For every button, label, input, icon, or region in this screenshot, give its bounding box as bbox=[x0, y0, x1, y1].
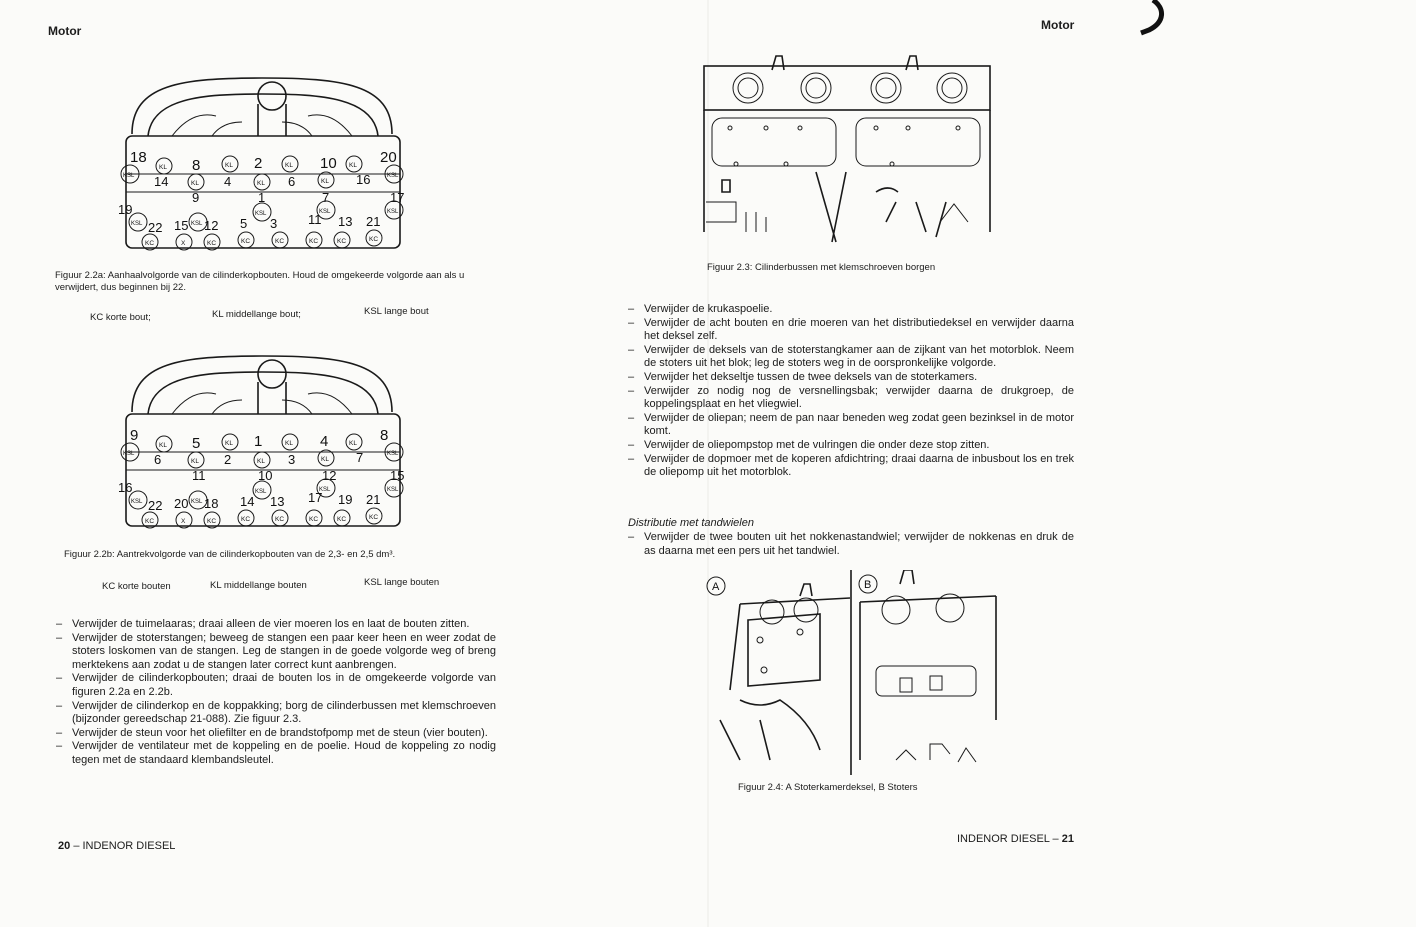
bolt-type-label: KL bbox=[225, 162, 233, 169]
bolt-type-label: KC bbox=[309, 516, 319, 523]
bolt-type-label: KL bbox=[321, 456, 329, 463]
page-header-left: Motor bbox=[48, 24, 82, 38]
cylinder-head-diagram-2a bbox=[112, 74, 412, 258]
bolt-type-label: KSL bbox=[191, 499, 203, 505]
instruction-item: – Verwijder de acht bouten en drie moeren van het distributiedeksel en verwijder daarna het deksel zelf. bbox=[628, 317, 1074, 344]
bolt-type-label: KL bbox=[225, 440, 233, 447]
section-instruction-list bbox=[628, 531, 1074, 558]
bolt-type-label: KC bbox=[337, 238, 347, 245]
instruction-item: – Verwijder de cilinderkopbouten; draai de bouten los in de omgekeerde volgorde van figuren 2.2a en 2.2b. bbox=[56, 672, 496, 699]
bolt-sequence-number: 6 bbox=[154, 452, 162, 467]
bolt-type-label: KL bbox=[257, 458, 265, 465]
bolt-sequence-number: 12 bbox=[322, 468, 337, 483]
figure-2-2b-caption: Figuur 2.2b: Aantrekvolgorde van de cilinderkopbouten van de 2,3- en 2,5 dm³. bbox=[64, 549, 396, 560]
manifold-flange bbox=[258, 360, 286, 388]
bolt-type-label: KSL bbox=[123, 451, 135, 457]
footer-left bbox=[58, 840, 175, 852]
engine-figure-2-4 bbox=[700, 570, 1000, 775]
bolt-sequence-number: 13 bbox=[270, 494, 285, 509]
instruction-item: – Verwijder zo nodig nog de versnellingsbak; verwijder daarna de drukgroep, de koppelingsplaat en het vliegwiel. bbox=[628, 385, 1074, 412]
bolt-type-label: KL bbox=[159, 164, 167, 171]
bolt-sequence-number: 14 bbox=[154, 174, 169, 189]
legend-kl-b: KL middellange bouten bbox=[210, 580, 307, 591]
bolt-sequence-number: 9 bbox=[130, 427, 139, 444]
bolt-sequence-number: 7 bbox=[322, 190, 330, 205]
bolt-type-label: KSL bbox=[319, 209, 331, 215]
engine-block-figure-2-3 bbox=[696, 52, 998, 246]
legend-kl: KL middellange bout; bbox=[212, 309, 301, 320]
bolt-sequence-number: 22 bbox=[148, 220, 163, 235]
manifold-inner bbox=[148, 372, 378, 414]
page-number-right: 21 bbox=[1061, 833, 1074, 845]
bolt-type-label: KL bbox=[285, 440, 293, 447]
bolt-type-label: KSL bbox=[131, 499, 143, 505]
label-b: B bbox=[864, 579, 872, 591]
bolt-sequence-number: 1 bbox=[254, 433, 263, 450]
bolt-sequence-number: 18 bbox=[204, 496, 219, 511]
bolt-type-label: KSL bbox=[387, 173, 399, 179]
figure-2-2a-caption: Figuur 2.2a: Aanhaalvolgorde van de cilinderkopbouten. Houd de omgekeerde volgorde aan als u verwijdert, dus beginnen bij 22. bbox=[55, 270, 465, 293]
bolt-type-label: KL bbox=[191, 180, 199, 187]
instruction-item: – Verwijder de oliepan; neem de pan naar beneden weg zodat geen bezinksel in de motor komt. bbox=[628, 412, 1074, 439]
bolt-type-label: KC bbox=[275, 516, 285, 523]
legend-ksl-b: KSL lange bouten bbox=[364, 577, 440, 588]
bolt-sequence-number: 15 bbox=[390, 468, 405, 483]
bolt-type-label: KSL bbox=[191, 221, 203, 227]
legend-kc-b: KC korte bouten bbox=[102, 581, 171, 592]
bolt-sequence-number: 20 bbox=[174, 496, 189, 511]
bolt-type-label: KC bbox=[337, 516, 347, 523]
instruction-item: – Verwijder de oliepompstop met de vulringen die onder deze stop zitten. bbox=[628, 439, 1074, 453]
bolt-type-label: X bbox=[181, 518, 186, 525]
bolt-type-label: KC bbox=[275, 238, 285, 245]
instruction-item: – Verwijder de dopmoer met de koperen afdichtring; draai daarna de inbusbout los en trek de oliepomp uit het motorblok. bbox=[628, 453, 1074, 480]
label-a: A bbox=[712, 581, 720, 593]
bolt-sequence-number: 11 bbox=[192, 468, 206, 483]
bolt-type-label: KSL bbox=[387, 487, 399, 493]
bolt-sequence-number: 5 bbox=[192, 435, 201, 452]
manifold-inner bbox=[148, 94, 378, 136]
instruction-item: – Verwijder het dekseltje tussen de twee deksels van de stoterkamers. bbox=[628, 371, 1074, 385]
bolt-sequence-number: 20 bbox=[380, 149, 397, 166]
instruction-item: – Verwijder de ventilateur met de koppeling en de poelie. Houd de koppeling zo nodig tegen met de standaard klembandsleutel. bbox=[56, 740, 496, 767]
bolt-type-label: KL bbox=[159, 442, 167, 449]
manifold-neck bbox=[258, 104, 286, 136]
bolt-type-label: KL bbox=[349, 440, 357, 447]
instruction-item: – Verwijder de twee bouten uit het nokkenastandwiel; verwijder de nokkenas en druk de as daarna met een pers uit het tandwiel. bbox=[628, 531, 1074, 558]
instruction-item: – Verwijder de deksels van de stoterstangkamer aan de zijkant van het motorblok. Neem de stoters uit het blok; leg de stoters weg in de oorspronkelijke volgorde. bbox=[628, 344, 1074, 371]
bolt-type-label: KC bbox=[241, 516, 251, 523]
page-number-left: 20 bbox=[58, 840, 71, 852]
bolt-sequence-number: 19 bbox=[118, 202, 133, 217]
bolt-sequence-number: 18 bbox=[130, 149, 147, 166]
bolt-sequence-number: 8 bbox=[380, 427, 389, 444]
bolt-sequence-number: 2 bbox=[224, 452, 232, 467]
bolt-sequence-number: 15 bbox=[174, 218, 189, 233]
bolt-sequence-number: 21 bbox=[366, 492, 381, 507]
bolt-type-label: KC bbox=[145, 240, 155, 247]
bolt-sequence-number: 7 bbox=[356, 450, 364, 465]
bolt-type-label: KC bbox=[309, 238, 319, 245]
instruction-item: – Verwijder de cilinderkop en de koppakking; borg de cilinderbussen met klemschroeven (bijzonder gereedschap 21-088). Zie figuur 2.3. bbox=[56, 700, 496, 727]
bolt-type-label: KSL bbox=[131, 221, 143, 227]
bolt-sequence-number: 11 bbox=[308, 212, 322, 227]
bolt-sequence-number: 5 bbox=[240, 216, 248, 231]
bolt-sequence-number: 3 bbox=[270, 216, 278, 231]
bolt-sequence-number: 21 bbox=[366, 214, 381, 229]
footer-left-title: – INDENOR DIESEL bbox=[73, 840, 176, 852]
bolt-type-label: KSL bbox=[255, 211, 267, 217]
bolt-type-label: KC bbox=[207, 240, 217, 247]
manifold-flange bbox=[258, 82, 286, 110]
bolt-type-label: KL bbox=[321, 178, 329, 185]
bolt-type-label: KL bbox=[191, 458, 199, 465]
manifold-ribs bbox=[172, 393, 352, 414]
figure-2-4-caption: Figuur 2.4: A Stoterkamerdeksel, B Stoters bbox=[738, 782, 918, 793]
bolt-type-label: KL bbox=[257, 180, 265, 187]
bolt-type-label: X bbox=[181, 240, 186, 247]
bolt-sequence-number: 12 bbox=[204, 218, 219, 233]
footer-right-title: INDENOR DIESEL – bbox=[957, 833, 1059, 845]
bolt-sequence-number: 3 bbox=[288, 452, 296, 467]
figure-2-3-caption: Figuur 2.3: Cilinderbussen met klemschroeven borgen bbox=[707, 262, 936, 273]
right-instruction-list bbox=[628, 303, 1074, 480]
bolt-sequence-number: 2 bbox=[254, 155, 263, 172]
bolt-sequence-number: 22 bbox=[148, 498, 163, 513]
page-header-right: Motor bbox=[1041, 18, 1075, 32]
bolt-sequence-number: 17 bbox=[390, 190, 405, 205]
bolt-sequence-number: 17 bbox=[308, 490, 323, 505]
left-instruction-list bbox=[56, 618, 496, 768]
bolt-type-label: KSL bbox=[123, 173, 135, 179]
section-title: Distributie met tandwielen bbox=[628, 517, 754, 529]
bolt-type-label: KC bbox=[207, 518, 217, 525]
instruction-item: – Verwijder de stoterstangen; beweeg de stangen een paar keer heen en weer zodat de stoters loskomen van de stangen. Leg de stangen in de goede volgorde weg of breng merktekens aan zodat u de stangen later correct kunt aanbrengen. bbox=[56, 632, 496, 673]
bolt-type-label: KSL bbox=[255, 489, 267, 495]
bolt-type-label: KSL bbox=[387, 209, 399, 215]
bolt-type-label: KSL bbox=[319, 487, 331, 493]
bolt-sequence-number: 6 bbox=[288, 174, 296, 189]
bolt-sequence-number: 10 bbox=[320, 155, 337, 172]
bolt-type-label: KSL bbox=[387, 451, 399, 457]
bolt-sequence-number: 19 bbox=[338, 492, 353, 507]
instruction-item: – Verwijder de tuimelaaras; draai alleen de vier moeren los en laat de bouten zitten. bbox=[56, 618, 496, 632]
bolt-type-label: KC bbox=[369, 236, 379, 243]
cylinder-head-diagram-2b bbox=[112, 352, 412, 536]
bolt-sequence-number: 10 bbox=[258, 468, 273, 483]
bolt-type-label: KL bbox=[349, 162, 357, 169]
manifold-neck bbox=[258, 382, 286, 414]
bolt-sequence-number: 4 bbox=[320, 433, 329, 450]
page-corner-mark bbox=[1135, 0, 1175, 36]
legend-ksl: KSL lange bout bbox=[364, 306, 429, 317]
bolt-type-label: KC bbox=[145, 518, 155, 525]
bolt-sequence-number: 16 bbox=[118, 480, 133, 495]
bolt-type-label: KL bbox=[285, 162, 293, 169]
instruction-item: – Verwijder de steun voor het oliefilter en de brandstofpomp met de steun (vier bouten). bbox=[56, 727, 496, 741]
bolt-sequence-number: 13 bbox=[338, 214, 353, 229]
footer-right bbox=[957, 833, 1074, 845]
legend-kc: KC korte bout; bbox=[90, 312, 151, 323]
bolt-sequence-number: 16 bbox=[356, 172, 371, 187]
bolt-type-label: KC bbox=[369, 514, 379, 521]
bolt-sequence-number: 14 bbox=[240, 494, 255, 509]
bolt-sequence-number: 4 bbox=[224, 174, 232, 189]
bolt-type-label: KC bbox=[241, 238, 251, 245]
bolt-sequence-number: 1 bbox=[258, 190, 266, 205]
manifold-ribs bbox=[172, 115, 352, 136]
bolt-sequence-number: 9 bbox=[192, 190, 200, 205]
instruction-item: – Verwijder de krukaspoelie. bbox=[628, 303, 1074, 317]
bolt-sequence-number: 8 bbox=[192, 157, 201, 174]
